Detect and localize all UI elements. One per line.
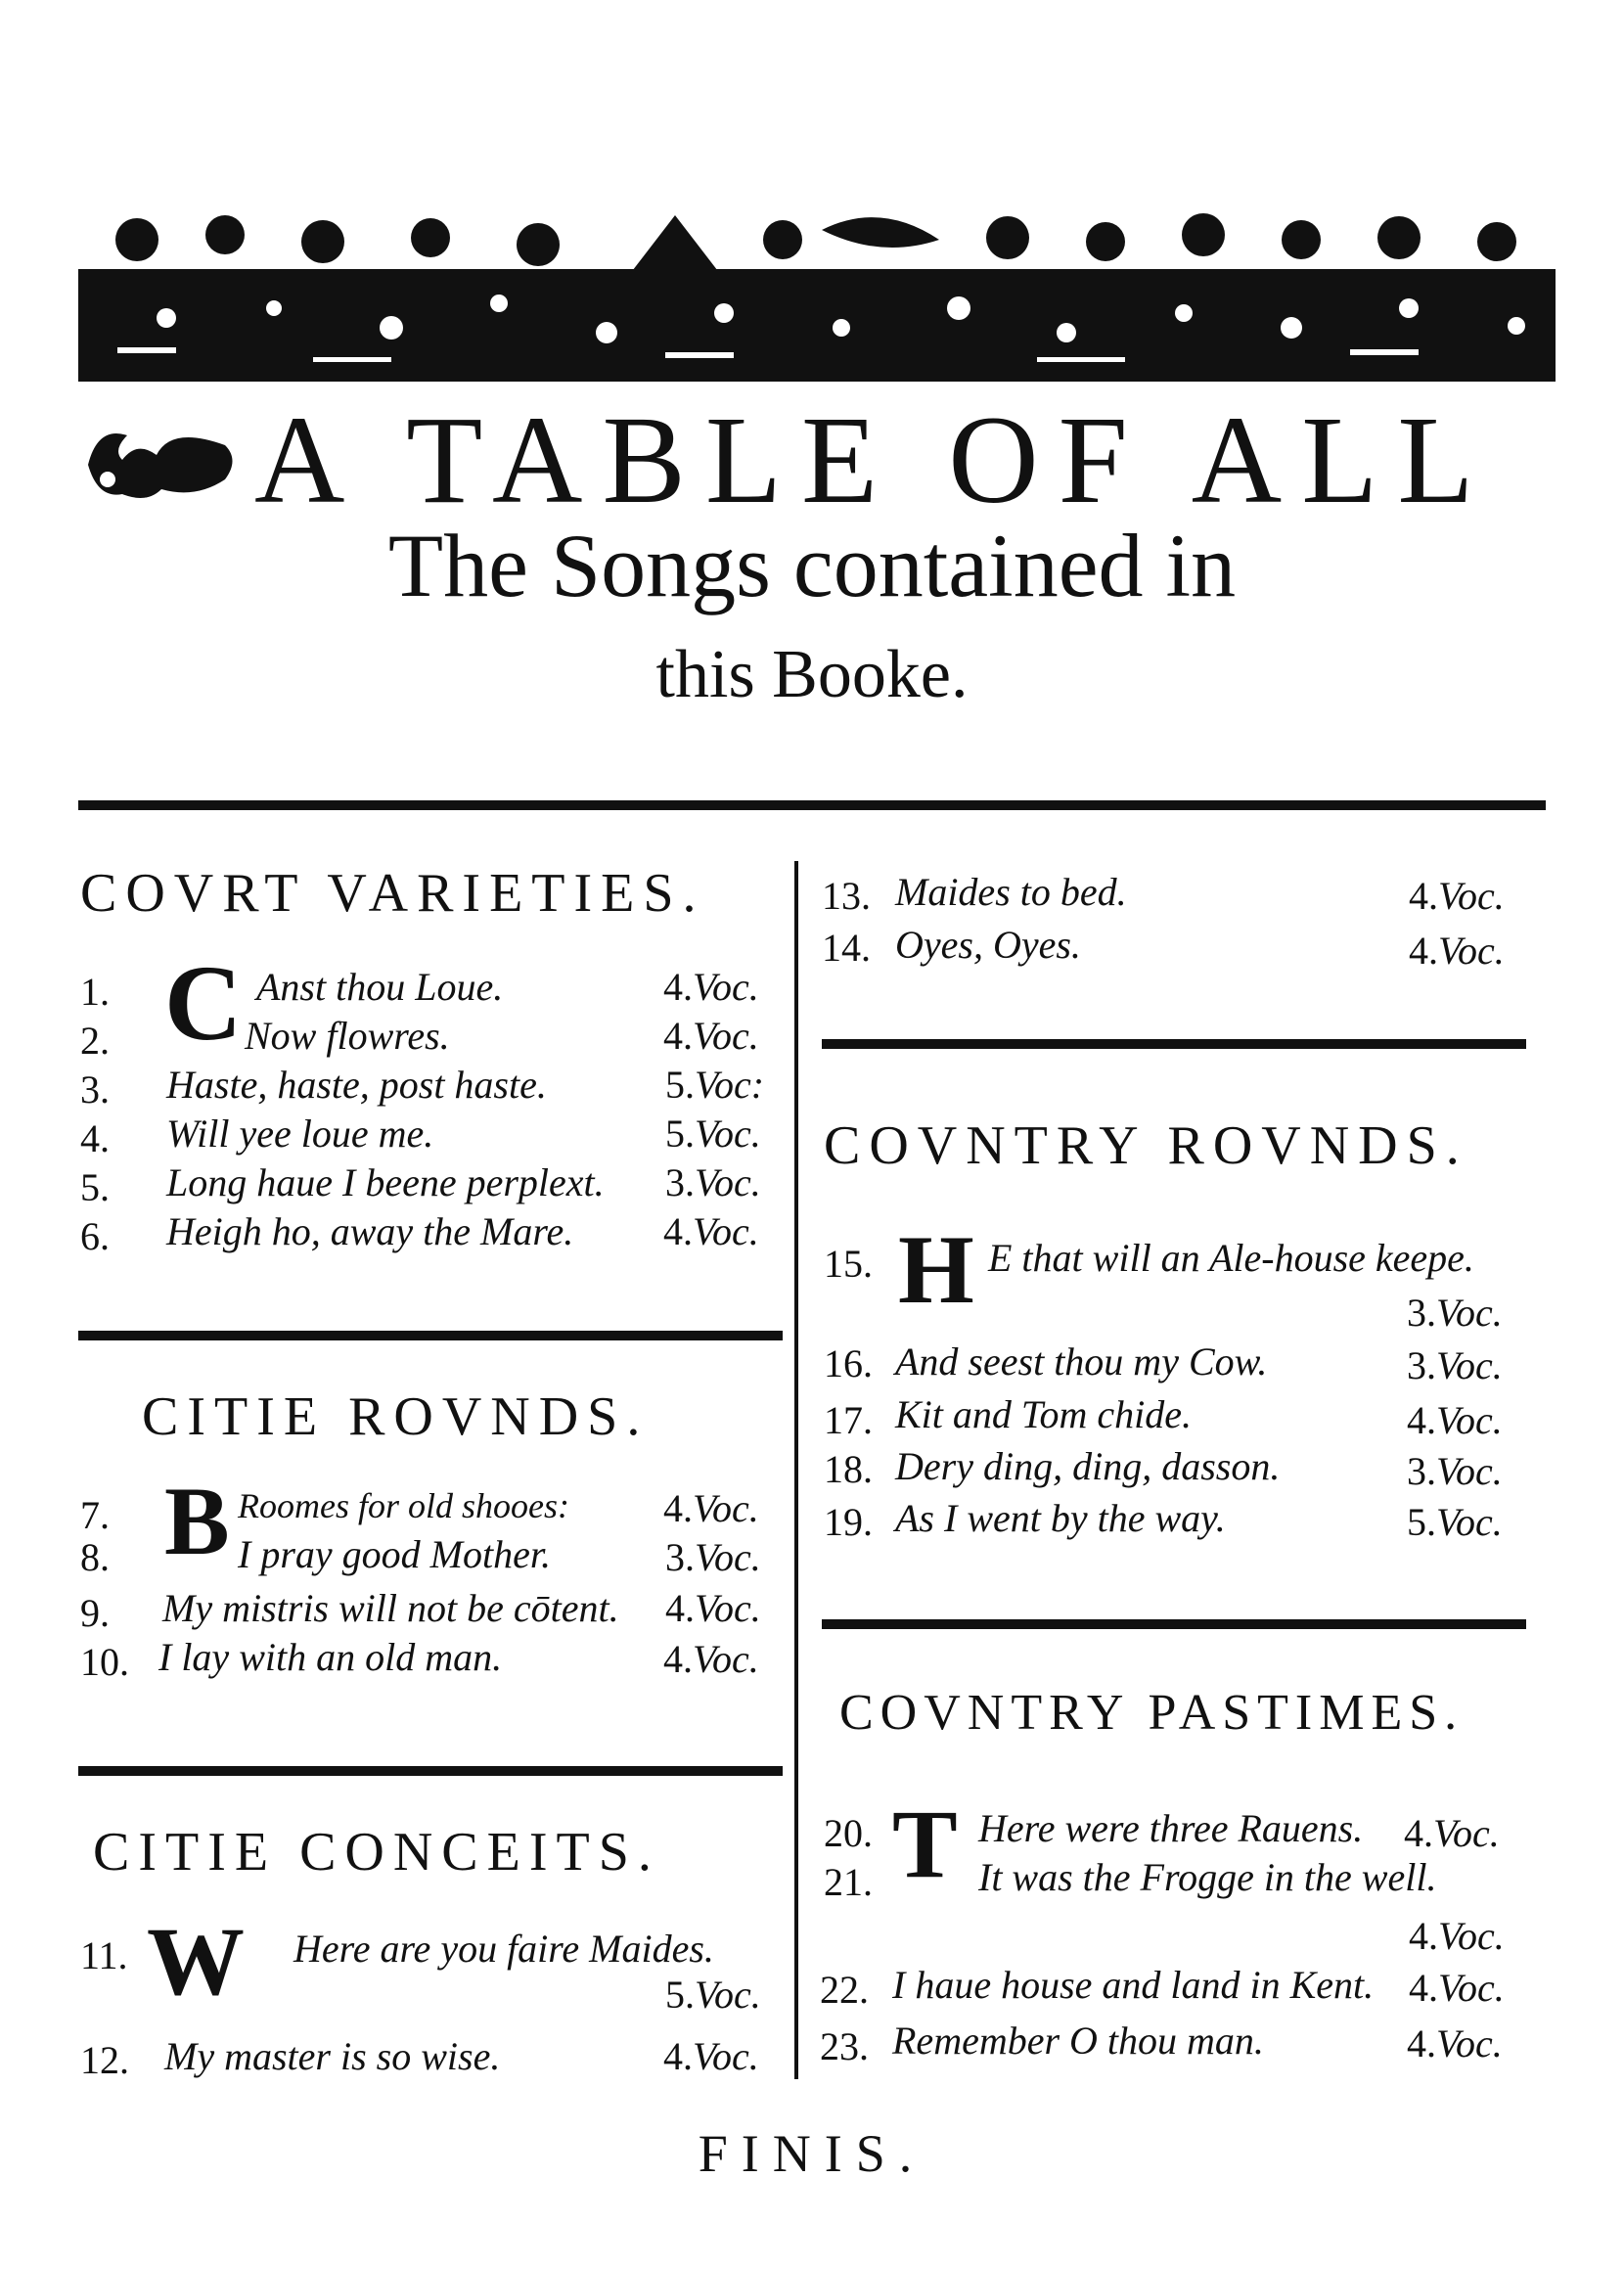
section-heading-citie-rounds: CITIE ROVNDS. <box>142 1386 650 1447</box>
voices: 3.Voc. <box>1407 1343 1503 1387</box>
divider-rule <box>78 1766 783 1776</box>
dropcap-t: T <box>892 1790 958 1898</box>
song-number: 3. <box>80 1067 110 1112</box>
song-number: 22. <box>820 1968 869 2012</box>
song-number: 16. <box>824 1341 873 1385</box>
voices: 4.Voc. <box>663 1637 759 1681</box>
song-title: I pray good Mother. <box>238 1532 551 1576</box>
song-title: Here are you faire Maides. <box>293 1927 714 1971</box>
song-title: Kit and Tom chide. <box>895 1392 1192 1436</box>
song-title: I lay with an old man. <box>158 1635 503 1679</box>
song-title: Oyes, Oyes. <box>895 923 1081 967</box>
voices: 3.Voc. <box>1407 1449 1503 1493</box>
dropcap-c: C <box>164 943 243 1063</box>
voices: 4.Voc. <box>663 965 759 1009</box>
divider-rule <box>78 800 1546 810</box>
voices: 5.Voc. <box>665 1112 761 1156</box>
divider-rule <box>822 1619 1526 1629</box>
song-title: My mistris will not be cōtent. <box>162 1586 619 1630</box>
voices: 4.Voc. <box>1409 1966 1505 2010</box>
song-title: My master is so wise. <box>164 2034 501 2078</box>
voices: 5.Voc: <box>665 1063 765 1107</box>
title-line-1 <box>78 386 1556 533</box>
voices: 3.Voc. <box>665 1160 761 1204</box>
voices: 4.Voc. <box>1409 1914 1505 1958</box>
song-number: 13. <box>822 874 871 918</box>
song-title: Now flowres. <box>245 1014 450 1058</box>
title-line-2: The Songs contained in <box>387 516 1237 615</box>
song-title: As I went by the way. <box>895 1496 1226 1540</box>
song-title: Dery ding, ding, dasson. <box>895 1444 1281 1488</box>
song-number: 20. <box>824 1811 873 1855</box>
divider-rule <box>822 1039 1526 1049</box>
song-title: Roomes for old shooes: <box>238 1486 569 1525</box>
section-heading-country-pastimes: COVNTRY PASTIMES. <box>839 1685 1465 1741</box>
column-divider <box>794 861 798 2079</box>
title-line-3: this Booke. <box>655 637 969 712</box>
voices: 4.Voc. <box>663 2034 759 2078</box>
woodcut-banner <box>78 210 1556 382</box>
voices: 4.Voc. <box>1404 1811 1500 1855</box>
song-number: 10. <box>80 1640 129 1684</box>
song-title: It was the Frogge in the well. <box>978 1855 1437 1899</box>
song-number: 5. <box>80 1165 110 1209</box>
fleuron-ornament-icon <box>78 406 245 514</box>
finis-footer: FINIS. <box>698 2124 926 2183</box>
song-title: I haue house and land in Kent. <box>892 1963 1375 2007</box>
voices: 3.Voc. <box>1407 1291 1503 1335</box>
section-heading-citie-conceits: CITIE CONCEITS. <box>93 1822 660 1883</box>
song-number: 19. <box>824 1500 873 1544</box>
section-heading-court: COVRT VARIETIES. <box>80 863 705 924</box>
divider-rule <box>78 1331 783 1340</box>
song-title: Long haue I beene perplext. <box>166 1160 605 1204</box>
song-number: 4. <box>80 1116 110 1160</box>
song-number: 15. <box>824 1242 873 1286</box>
song-number: 2. <box>80 1019 110 1063</box>
song-title: Haste, haste, post haste. <box>166 1063 547 1107</box>
page-title: A TABLE OF ALL <box>254 390 1494 529</box>
song-title: And seest thou my Cow. <box>895 1339 1268 1384</box>
song-title: Here were three Rauens. <box>978 1806 1364 1850</box>
song-number: 12. <box>80 2038 129 2082</box>
section-heading-country-rounds: COVNTRY ROVNDS. <box>824 1115 1468 1176</box>
song-number: 14. <box>822 926 871 970</box>
dropcap-b: B <box>164 1467 230 1575</box>
song-number: 7. <box>80 1493 110 1537</box>
voices: 4.Voc. <box>1409 874 1505 918</box>
song-number: 6. <box>80 1214 110 1258</box>
dropcap-h: H <box>898 1215 974 1324</box>
song-title: Remember O thou man. <box>892 2019 1264 2063</box>
song-title: Anst thou Loue. <box>256 965 504 1009</box>
song-number: 8. <box>80 1535 110 1579</box>
song-title: Will yee loue me. <box>166 1112 434 1156</box>
voices: 4.Voc. <box>1407 2021 1503 2065</box>
voices: 4.Voc. <box>665 1586 761 1630</box>
voices: 4.Voc. <box>663 1486 759 1530</box>
voices: 4.Voc. <box>1409 929 1505 973</box>
dropcap-w: W <box>147 1907 245 2016</box>
voices: 4.Voc. <box>1407 1398 1503 1442</box>
song-number: 23. <box>820 2024 869 2068</box>
song-title: Maides to bed. <box>895 870 1127 914</box>
song-number: 1. <box>80 970 110 1014</box>
song-number: 17. <box>824 1398 873 1442</box>
song-title: E that will an Ale-house keepe. <box>988 1236 1474 1280</box>
song-number: 18. <box>824 1447 873 1491</box>
voices: 4.Voc. <box>663 1014 759 1058</box>
voices: 5.Voc. <box>1407 1500 1503 1544</box>
voices: 3.Voc. <box>665 1535 761 1579</box>
voices: 4.Voc. <box>663 1209 759 1253</box>
song-number: 9. <box>80 1591 110 1635</box>
song-number: 11. <box>80 1933 128 1977</box>
song-number: 21. <box>824 1860 873 1904</box>
song-title: Heigh ho, away the Mare. <box>166 1209 574 1253</box>
voices: 5.Voc. <box>665 1973 761 2017</box>
